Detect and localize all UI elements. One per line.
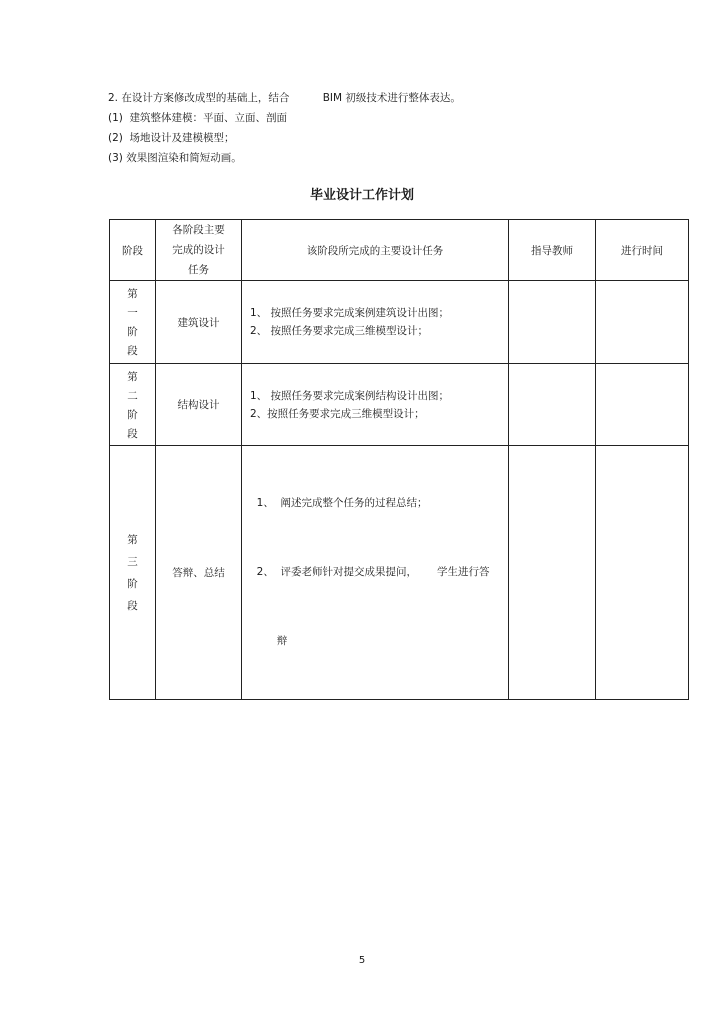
header-main-task-line-2: 完成的设计 bbox=[172, 244, 225, 256]
header-main-task bbox=[156, 220, 242, 281]
task-line: 2、按照任务要求完成三维模型设计； bbox=[250, 407, 425, 420]
plan-table bbox=[109, 219, 689, 700]
main-task-cell: 结构设计 bbox=[156, 364, 242, 446]
table-row bbox=[110, 281, 689, 364]
main-task-cell: 建筑设计 bbox=[156, 281, 242, 364]
stage-cell bbox=[110, 364, 156, 446]
stage-char: 二 bbox=[127, 389, 138, 402]
stage-char: 一 bbox=[127, 307, 138, 319]
task-line: 1、 阐述完成整个任务的过程总结； bbox=[250, 497, 428, 509]
intro-line-2: (1) 建筑整体建模：平面、立面、剖面 bbox=[108, 112, 288, 124]
stage-char: 阶 bbox=[127, 578, 138, 590]
stage-char: 阶 bbox=[127, 326, 138, 338]
tasks-cell bbox=[242, 364, 509, 446]
task-line: 2、 评委老师针对提交成果提问， 学生进行答 bbox=[250, 566, 490, 578]
stage-char: 段 bbox=[127, 600, 138, 612]
stage-char: 第 bbox=[127, 370, 138, 383]
stage-cell bbox=[110, 281, 156, 364]
page-number: 5 bbox=[358, 955, 366, 966]
stage-char: 三 bbox=[127, 556, 138, 568]
stage-char: 第 bbox=[127, 534, 138, 546]
intro-line-3: (2) 场地设计及建模模型； bbox=[108, 132, 235, 144]
time-cell bbox=[596, 281, 689, 364]
main-task-cell: 答辩、总结 bbox=[156, 446, 242, 700]
header-time: 进行时间 bbox=[596, 220, 689, 281]
table-row bbox=[110, 364, 689, 446]
time-cell bbox=[596, 364, 689, 446]
task-line: 2、 按照任务要求完成三维模型设计； bbox=[250, 325, 429, 337]
intro-line-1: 2. 在设计方案修改成型的基础上，结合 BIM 初级技术进行整体表达。 bbox=[108, 92, 461, 104]
header-row bbox=[110, 220, 689, 281]
intro-line-4: (3) 效果图渲染和简短动画。 bbox=[108, 152, 242, 164]
stage-char: 第 bbox=[127, 288, 138, 300]
time-cell bbox=[596, 446, 689, 700]
header-main-task-line-1: 各阶段主要 bbox=[172, 224, 225, 236]
stage-char: 阶 bbox=[127, 408, 138, 421]
advisor-cell bbox=[509, 281, 596, 364]
tasks-cell bbox=[242, 446, 509, 700]
plan-title: 毕业设计工作计划 bbox=[309, 188, 414, 203]
header-stage: 阶段 bbox=[110, 220, 156, 281]
advisor-cell bbox=[509, 446, 596, 700]
task-line: 1、 按照任务要求完成案例结构设计出图； bbox=[250, 389, 450, 402]
stage-char: 段 bbox=[127, 427, 138, 440]
header-advisor: 指导教师 bbox=[509, 220, 596, 281]
task-line: 1、 按照任务要求完成案例建筑设计出图； bbox=[250, 307, 450, 319]
task-line: 辩 bbox=[250, 635, 288, 647]
advisor-cell bbox=[509, 364, 596, 446]
stage-cell bbox=[110, 446, 156, 700]
table-row bbox=[110, 446, 689, 700]
stage-char: 段 bbox=[127, 345, 138, 357]
tasks-cell bbox=[242, 281, 509, 364]
header-main-task-line-3: 任务 bbox=[188, 264, 209, 276]
header-design-tasks: 该阶段所完成的主要设计任务 bbox=[242, 220, 509, 281]
